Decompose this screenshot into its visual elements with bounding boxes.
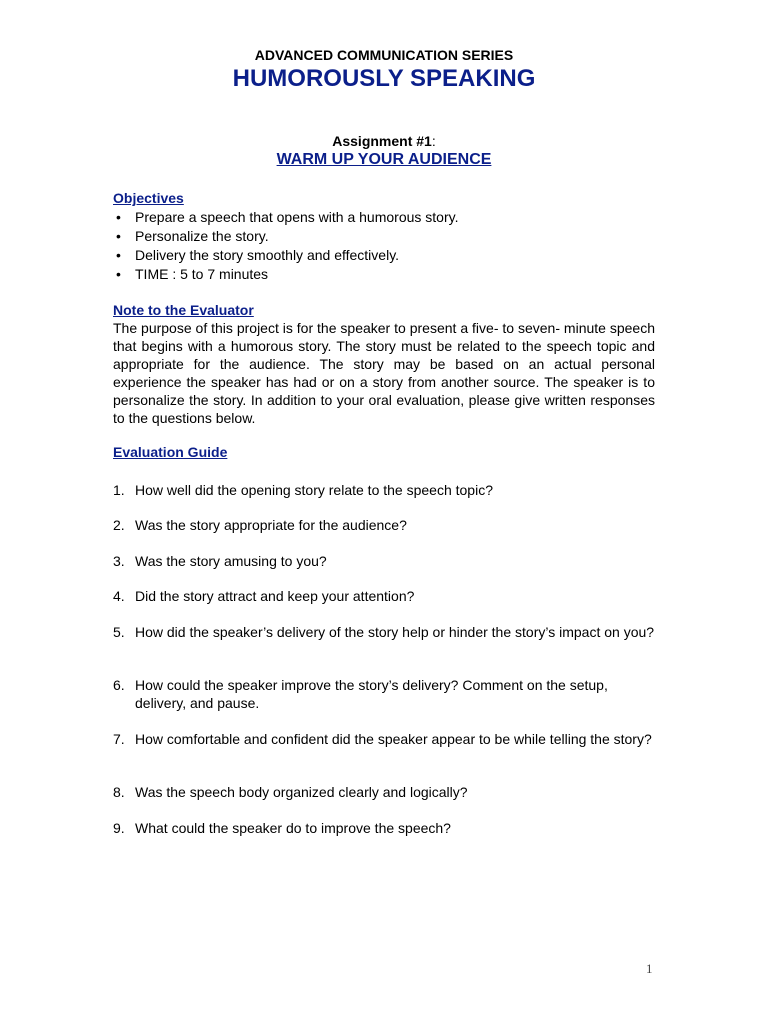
list-item: [113, 587, 658, 605]
question-number: 5.: [113, 624, 125, 640]
list-item: [113, 265, 458, 284]
question-text: How comfortable and confident did the speaker appear to be while telling the story?: [135, 731, 652, 747]
assignment-subtitle: [0, 151, 768, 169]
list-item: [113, 227, 458, 246]
series-label: ADVANCED COMMUNICATION SERIES: [254, 47, 514, 63]
bullet-icon: •: [116, 209, 121, 225]
question-text: Did the story attract and keep your attention?: [135, 588, 415, 604]
page-title: HUMOROUSLY SPEAKING: [232, 65, 536, 92]
question-number: 8.: [113, 784, 125, 800]
note-heading: Note to the Evaluator: [113, 302, 254, 318]
assignment-subtitle-text: WARM UP YOUR AUDIENCE: [276, 151, 492, 168]
question-number: 4.: [113, 588, 125, 604]
assignment-number: Assignment #1: [332, 133, 432, 149]
question-text: How did the speaker’s delivery of the story help or hinder the story’s impact on you?: [135, 624, 655, 640]
question-number: 3.: [113, 553, 125, 569]
bullet-icon: •: [116, 247, 121, 263]
question-text: Was the speech body organized clearly and logically?: [135, 784, 468, 800]
list-item: [113, 730, 658, 748]
question-number: 1.: [113, 482, 125, 498]
question-text: How could the speaker improve the story’s delivery? Comment on the setup, delivery, and pause.: [135, 677, 608, 711]
question-number: 7.: [113, 731, 125, 747]
list-item: [113, 516, 658, 534]
question-text: Was the story appropriate for the audience?: [135, 517, 407, 533]
list-item: [113, 676, 658, 712]
objective-text: Delivery the story smoothly and effectively.: [135, 247, 400, 263]
question-text: How well did the opening story relate to the speech topic?: [135, 482, 493, 498]
page-number: 1: [646, 961, 653, 976]
question-number: 6.: [113, 677, 125, 693]
list-item: [113, 552, 658, 570]
question-text: Was the story amusing to you?: [135, 553, 327, 569]
question-text: What could the speaker do to improve the speech?: [135, 820, 451, 836]
list-item: [113, 481, 658, 499]
objective-text: TIME : 5 to 7 minutes: [135, 266, 269, 282]
objectives-list: [113, 208, 458, 284]
assignment-colon: :: [431, 133, 436, 149]
objective-text: Prepare a speech that opens with a humorous story.: [135, 209, 459, 225]
question-number: 9.: [113, 820, 125, 836]
assignment-label: [0, 133, 768, 149]
list-item: [113, 783, 658, 801]
list-item: [113, 623, 658, 641]
list-item: [113, 208, 458, 227]
objective-text: Personalize the story.: [135, 228, 269, 244]
bullet-icon: •: [116, 228, 121, 244]
list-item: [113, 246, 458, 265]
list-item: [113, 819, 658, 837]
question-number: 2.: [113, 517, 125, 533]
bullet-icon: •: [116, 266, 121, 282]
note-paragraph: The purpose of this project is for the speaker to present a five- to seven- minute speech that begins with a humorous story. The story must be related to the speech topic and appropriate for the audience. The story may be based on an actual personal experience the speaker has had or on a story from another source. The speaker is to personalize the story. In addition to your oral evaluation, please give written responses to the questions below.: [113, 320, 655, 426]
evaluation-heading: Evaluation Guide: [113, 444, 228, 460]
objectives-heading: Objectives: [113, 190, 184, 206]
